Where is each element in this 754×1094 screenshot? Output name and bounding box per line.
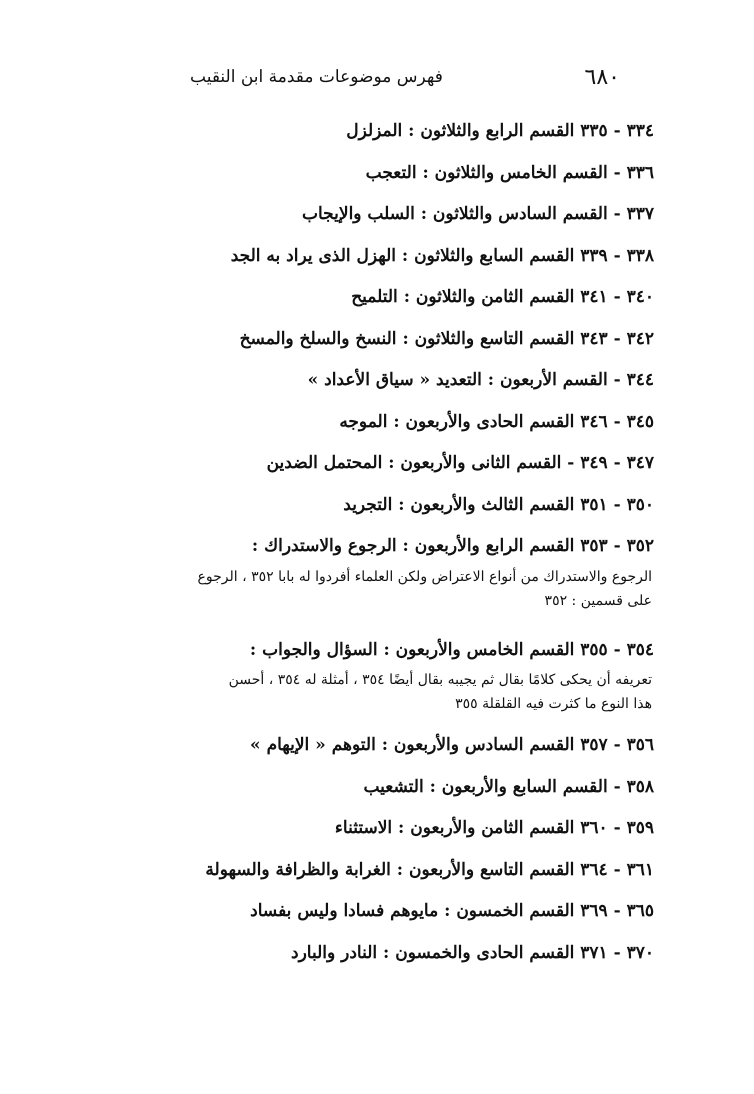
- index-entry: ٣٧٠ - ٣٧١ القسم الحادى والخمسون : النادر والبارد: [291, 942, 654, 963]
- page-header: [190, 62, 620, 92]
- index-entries: [94, 116, 654, 979]
- page-number: ٦٨٠: [584, 64, 620, 90]
- index-entry: ٣٥٢ - ٣٥٣ القسم الرابع والأربعون : الرجوع والاستدراك :: [251, 536, 654, 556]
- running-title: فهرس موضوعات مقدمة ابن النقيب: [190, 67, 443, 87]
- entry-note: [112, 668, 654, 716]
- index-entry: ٣٥٨ - القسم السابع والأربعون : التشعيب: [363, 776, 654, 797]
- note-line: الرجوع والاستدراك من أنواع الاعتراض ولكن العلماء أفردوا له بابا ٣٥٢ ، الرجوع: [197, 568, 652, 585]
- index-entry: ٣٤٠ - ٣٤١ القسم الثامن والثلاثون : التلميح: [351, 287, 654, 307]
- note-line: على قسمين : ٣٥٢: [544, 592, 652, 609]
- index-entry: ٣٦١ - ٣٦٤ القسم التاسع والأربعون : الغرابة والظرافة والسهولة: [205, 859, 654, 880]
- index-entry: ٣٣٧ - القسم السادس والثلاثون : السلب والإيجاب: [301, 204, 654, 224]
- index-entry: ٣٤٧ - ٣٤٩ - القسم الثانى والأربعون : المحتمل الضدين: [266, 453, 654, 473]
- note-line: تعريفه أن يحكى كلامًا بقال ثم يجيبه بقال أيضًا ٣٥٤ ، أمثلة له ٣٥٤ ، أحسن: [228, 672, 652, 688]
- index-entry: ٣٥٦ - ٣٥٧ القسم السادس والأربعون : التوهم « الإيهام »: [250, 735, 654, 755]
- index-entry: ٣٤٤ - القسم الأربعون : التعديد « سياق الأعداد »: [307, 370, 654, 390]
- index-entry: ٣٦٥ - ٣٦٩ القسم الخمسون : مايوهم فسادا وليس بفساد: [250, 901, 654, 921]
- index-entry: ٣٤٥ - ٣٤٦ القسم الحادى والأربعون : الموجه: [339, 411, 654, 432]
- index-entry: ٣٣٦ - القسم الخامس والثلاثون : التعجب: [365, 162, 654, 183]
- entry-note: [112, 565, 654, 613]
- index-entry: ٣٤٢ - ٣٤٣ القسم التاسع والثلاثون : النسخ والسلخ والمسخ: [239, 328, 654, 349]
- index-entry: ٣٥٤ - ٣٥٥ القسم الخامس والأربعون : السؤال والجواب :: [249, 639, 654, 660]
- index-entry: ٣٥٩ - ٣٦٠ القسم الثامن والأربعون : الاستثناء: [334, 818, 654, 838]
- index-entry: ٣٥٠ - ٣٥١ القسم الثالث والأربعون : التجريد: [343, 494, 654, 515]
- index-entry: ٣٣٨ - ٣٣٩ القسم السابع والثلاثون : الهزل الذى يراد به الجد: [230, 245, 654, 266]
- note-line: هذا النوع ما كثرت فيه القلقلة ٣٥٥: [455, 696, 652, 712]
- index-entry: ٣٣٤ - ٣٣٥ القسم الرابع والثلاثون : المزلزل: [346, 121, 654, 141]
